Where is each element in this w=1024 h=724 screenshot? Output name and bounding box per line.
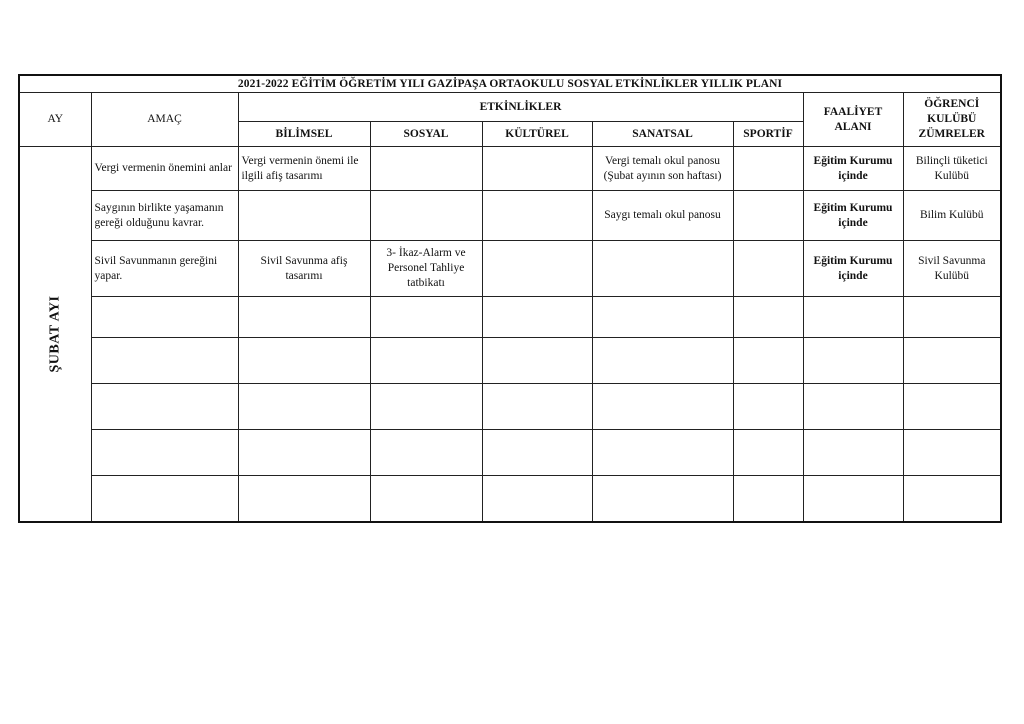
- header-kulturel: KÜLTÜREL: [482, 122, 592, 147]
- cell-sportif: [733, 191, 803, 241]
- cell-faaliyet: Eğitim Kurumu içinde: [803, 241, 903, 297]
- cell-faaliyet: Eğitim Kurumu içinde: [803, 147, 903, 191]
- cell-kulturel: [482, 241, 592, 297]
- empty-cell: [370, 338, 482, 384]
- cell-sanatsal: Saygı temalı okul panosu: [592, 191, 733, 241]
- header-ogrenci-kulubu: ÖĞRENCİ KULÜBÜ ZÜMRELER: [903, 93, 1001, 147]
- empty-cell: [238, 297, 370, 338]
- empty-cell: [370, 297, 482, 338]
- cell-bilimsel: [238, 191, 370, 241]
- cell-sportif: [733, 241, 803, 297]
- header-sosyal: SOSYAL: [370, 122, 482, 147]
- cell-amac: Vergi vermenin önemini anlar: [91, 147, 238, 191]
- header-etkinlikler: ETKİNLİKLER: [238, 93, 803, 122]
- cell-kulup: Sivil Savunma Kulübü: [903, 241, 1001, 297]
- cell-kulup: Bilim Kulübü: [903, 191, 1001, 241]
- empty-cell: [903, 430, 1001, 476]
- empty-cell: [91, 384, 238, 430]
- document-title: 2021-2022 EĞİTİM ÖĞRETİM YILI GAZİPAŞA ORTAOKULU SOSYAL ETKİNLİKLER YILLIK PLANI: [19, 75, 1001, 93]
- cell-sanatsal: [592, 241, 733, 297]
- empty-cell: [592, 338, 733, 384]
- cell-sosyal: [370, 191, 482, 241]
- cell-sosyal: 3- İkaz-Alarm ve Personel Tahliye tatbikatı: [370, 241, 482, 297]
- empty-cell: [803, 338, 903, 384]
- cell-kulup: Bilinçli tüketici Kulübü: [903, 147, 1001, 191]
- table-row: [19, 191, 1001, 241]
- empty-cell: [803, 430, 903, 476]
- header-sportif: SPORTİF: [733, 122, 803, 147]
- activity-plan-sheet: [18, 74, 1002, 523]
- empty-cell: [91, 297, 238, 338]
- empty-cell: [91, 476, 238, 522]
- header-faaliyet-alani: FAALİYET ALANI: [803, 93, 903, 147]
- empty-cell: [482, 338, 592, 384]
- empty-cell: [733, 338, 803, 384]
- cell-amac: Sivil Savunmanın gereğini yapar.: [91, 241, 238, 297]
- cell-kulturel: [482, 147, 592, 191]
- empty-cell: [903, 476, 1001, 522]
- empty-cell: [91, 338, 238, 384]
- empty-cell: [238, 384, 370, 430]
- month-label: ŞUBAT AYI: [47, 295, 63, 373]
- empty-cell: [482, 476, 592, 522]
- empty-cell: [370, 476, 482, 522]
- empty-cell: [482, 430, 592, 476]
- empty-cell: [238, 476, 370, 522]
- empty-cell: [903, 297, 1001, 338]
- cell-kulturel: [482, 191, 592, 241]
- table-row-empty: [19, 476, 1001, 522]
- cell-faaliyet: Eğitim Kurumu içinde: [803, 191, 903, 241]
- empty-cell: [592, 384, 733, 430]
- empty-cell: [733, 476, 803, 522]
- table-row: [19, 241, 1001, 297]
- empty-cell: [733, 297, 803, 338]
- cell-amac: Saygının birlikte yaşamanın gereği olduğunu kavrar.: [91, 191, 238, 241]
- cell-sosyal: [370, 147, 482, 191]
- table-row-empty: [19, 338, 1001, 384]
- table-row: [19, 147, 1001, 191]
- table-row-empty: [19, 384, 1001, 430]
- cell-bilimsel: Sivil Savunma afiş tasarımı: [238, 241, 370, 297]
- header-sanatsal: SANATSAL: [592, 122, 733, 147]
- table-row-empty: [19, 430, 1001, 476]
- cell-sportif: [733, 147, 803, 191]
- empty-cell: [803, 384, 903, 430]
- empty-cell: [803, 476, 903, 522]
- empty-cell: [370, 430, 482, 476]
- empty-cell: [91, 430, 238, 476]
- empty-cell: [803, 297, 903, 338]
- empty-cell: [238, 430, 370, 476]
- header-bilimsel: BİLİMSEL: [238, 122, 370, 147]
- empty-cell: [592, 297, 733, 338]
- table-row-empty: [19, 297, 1001, 338]
- header-ay: AY: [19, 93, 91, 147]
- cell-sanatsal: Vergi temalı okul panosu (Şubat ayının son haftası): [592, 147, 733, 191]
- empty-cell: [592, 430, 733, 476]
- empty-cell: [733, 384, 803, 430]
- header-amac: AMAÇ: [91, 93, 238, 147]
- empty-cell: [238, 338, 370, 384]
- empty-cell: [370, 384, 482, 430]
- activity-plan-table: [18, 74, 1002, 523]
- empty-cell: [482, 297, 592, 338]
- empty-cell: [903, 338, 1001, 384]
- month-cell: [19, 147, 91, 522]
- cell-bilimsel: Vergi vermenin önemi ile ilgili afiş tasarımı: [238, 147, 370, 191]
- empty-cell: [903, 384, 1001, 430]
- empty-cell: [482, 384, 592, 430]
- empty-cell: [733, 430, 803, 476]
- empty-cell: [592, 476, 733, 522]
